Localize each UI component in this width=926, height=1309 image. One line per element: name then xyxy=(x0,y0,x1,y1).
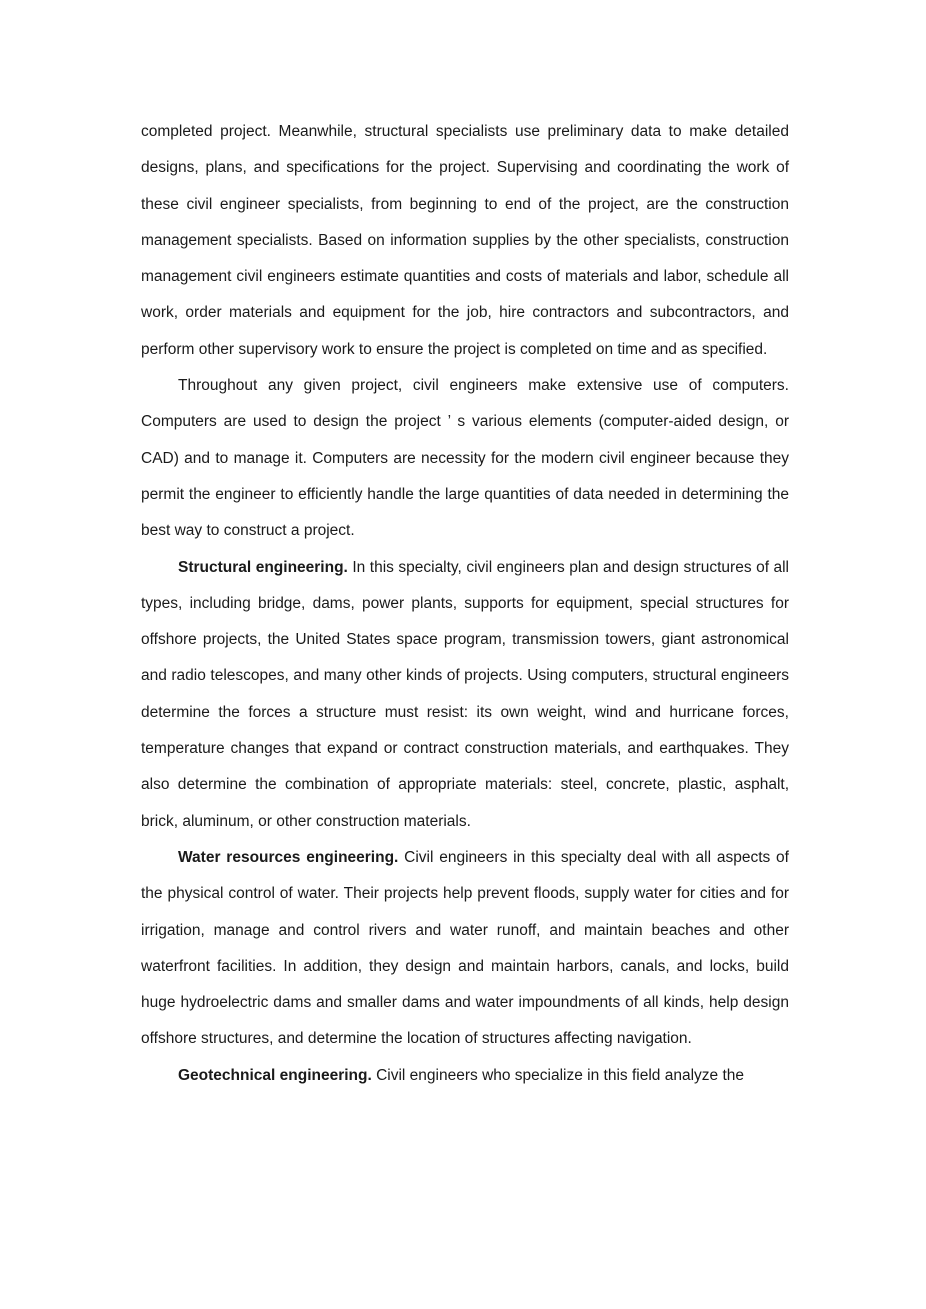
paragraph-computers xyxy=(141,368,789,549)
paragraph-text: Throughout any given project, civil engineers make extensive use of computers. Computers are used to design the project ’ s various elements (computer-aided design, or CAD) and to manage it. Computers are necessity for the modern civil engineer because they permit the engineer to efficiently handle the large quantities of data needed in determining the best way to construct a project. xyxy=(141,377,789,540)
paragraph-heading: Structural engineering. xyxy=(178,558,348,576)
paragraph-text: completed project. Meanwhile, structural specialists use preliminary data to make detailed designs, plans, and specifications for the project. Supervising and coordinating the work of these civil engineer specialists, from beginning to end of the project, are the construction management specialists. Based on information supplies by the other specialists, construction management civil engineers estimate quantities and costs of materials and labor, schedule all work, order materials and equipment for the job, hire contractors and subcontractors, and perform other supervisory work to ensure the project is completed on time and as specified. xyxy=(141,123,789,358)
paragraph-continuation xyxy=(141,114,789,368)
paragraph-heading: Water resources engineering. xyxy=(178,848,399,866)
paragraph-text: Civil engineers who specialize in this field analyze the xyxy=(371,1066,744,1084)
paragraph-heading: Geotechnical engineering. xyxy=(178,1066,372,1084)
paragraph-water-resources-engineering xyxy=(141,840,789,1058)
paragraph-text: In this specialty, civil engineers plan and design structures of all types, including bridge, dams, power plants, supports for equipment, special structures for offshore projects, the United States space program, transmission towers, giant astronomical and radio telescopes, and many other kinds of projects. Using computers, structural engineers determine the forces a structure must resist: its own weight, wind and hurricane forces, temperature changes that expand or contract construction materials, and earthquakes. They also determine the combination of appropriate materials: steel, concrete, plastic, asphalt, brick, aluminum, or other construction materials. xyxy=(141,558,790,830)
paragraph-structural-engineering xyxy=(141,550,789,840)
paragraph-text: Civil engineers in this specialty deal with all aspects of the physical control of water. Their projects help prevent floods, supply water for cities and for irrigation, manage and control rivers and water runoff, and maintain beaches and other waterfront facilities. In addition, they design and maintain harbors, canals, and locks, build huge hydroelectric dams and smaller dams and water impoundments of all kinds, help design offshore structures, and determine the location of structures affecting navigation. xyxy=(141,848,789,1048)
document-page xyxy=(141,114,789,1094)
paragraph-geotechnical-engineering xyxy=(141,1058,789,1094)
